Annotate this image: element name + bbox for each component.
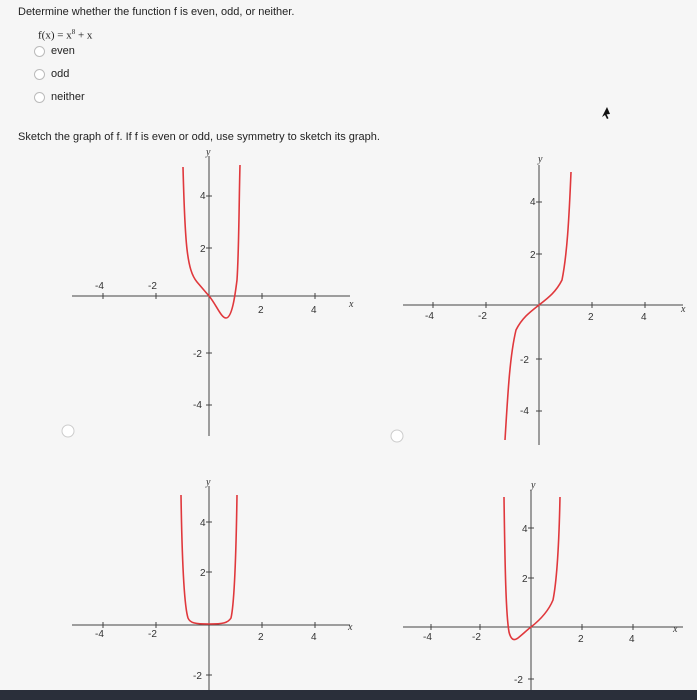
y-tick-label: 4 [200, 518, 206, 529]
x-tick-label: -4 [95, 281, 104, 292]
x-tick-label: 4 [311, 632, 317, 643]
x-axis-label: x [349, 299, 354, 310]
graph-bottom-left[interactable] [72, 477, 353, 690]
option-even-label: even [51, 45, 75, 57]
x-tick-label: -2 [472, 632, 481, 643]
graph-top-right[interactable] [391, 154, 686, 445]
x-tick-label: -2 [148, 281, 157, 292]
y-axis-label: y [538, 154, 543, 165]
function-rhs: + x [75, 29, 93, 42]
y-tick-label: -2 [514, 675, 523, 686]
option-odd-label: odd [51, 68, 70, 80]
x-tick-label: 2 [578, 634, 584, 645]
y-tick-label: 2 [522, 574, 528, 585]
function-lhs: f(x) = x [38, 29, 72, 42]
x-tick-label: 4 [311, 305, 317, 316]
y-tick-label: 2 [200, 568, 206, 579]
x-axis-label: x [673, 624, 678, 635]
sketch-prompt: Sketch the graph of f. If f is even or odd, use symmetry to sketch its graph. [18, 131, 380, 143]
x-tick-label: 4 [641, 312, 647, 323]
y-axis-label: y [531, 480, 536, 491]
question-title: Determine whether the function f is even, odd, or neither. [18, 6, 295, 18]
y-tick-label: 4 [530, 197, 536, 208]
x-tick-label: 2 [258, 632, 264, 643]
graph-radio-top-right[interactable] [391, 430, 403, 442]
function-exponent: 8 [71, 28, 76, 36]
x-tick-label: -2 [478, 311, 487, 322]
x-tick-label: 4 [629, 634, 635, 645]
graph-radio-top-left[interactable] [62, 425, 74, 437]
x-tick-label: -4 [423, 632, 432, 643]
window-bottom-bar [0, 690, 697, 700]
x-tick-label: 2 [258, 305, 264, 316]
graph-bottom-right[interactable] [403, 480, 683, 690]
y-tick-label: -2 [193, 671, 202, 682]
x-tick-label: -4 [425, 311, 434, 322]
y-tick-label: -4 [520, 406, 529, 417]
y-tick-label: 4 [522, 524, 528, 535]
x-axis-label: x [348, 622, 353, 633]
option-neither-label: neither [51, 91, 85, 103]
y-axis-label: y [206, 477, 211, 488]
y-tick-label: 2 [200, 244, 206, 255]
graph-top-left[interactable] [62, 147, 354, 437]
y-tick-label: -2 [520, 355, 529, 366]
y-tick-label: 2 [530, 250, 536, 261]
y-axis-label: y [206, 147, 211, 158]
x-tick-label: -4 [95, 629, 104, 640]
x-tick-label: 2 [588, 312, 594, 323]
x-axis-label: x [681, 304, 686, 315]
x-tick-label: -2 [148, 629, 157, 640]
y-tick-label: -4 [193, 400, 202, 411]
graph-curve [183, 165, 240, 318]
y-tick-label: 4 [200, 191, 206, 202]
y-tick-label: -2 [193, 349, 202, 360]
graph-curve [505, 172, 571, 440]
graph-curve [504, 497, 560, 640]
